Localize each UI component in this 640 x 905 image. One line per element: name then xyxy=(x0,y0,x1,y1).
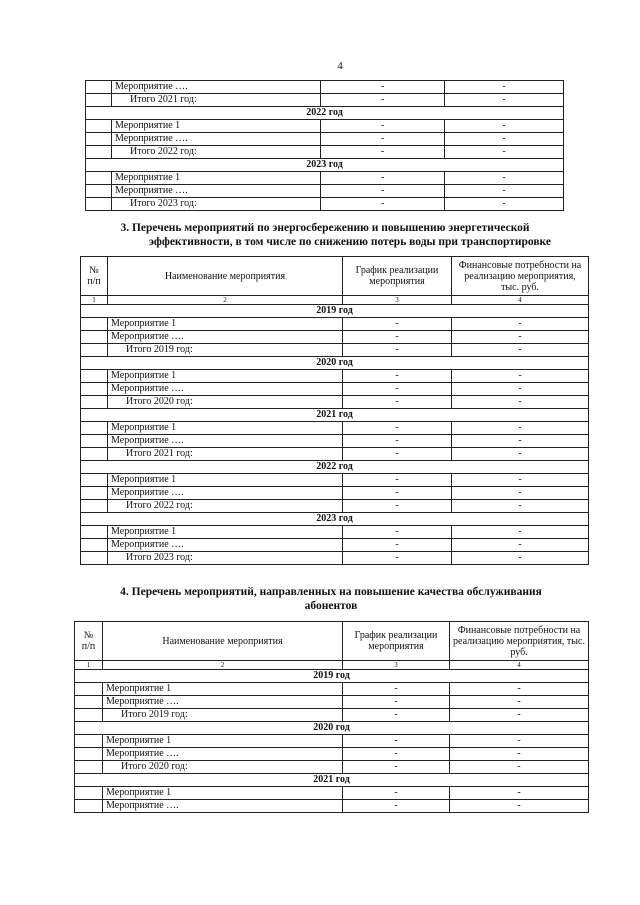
measure-name: Мероприятие …. xyxy=(103,696,343,709)
total-label: Итого 2020 год: xyxy=(108,396,343,409)
finance-cell: - xyxy=(452,539,589,552)
schedule-cell: - xyxy=(343,761,450,774)
total-label: Итого 2020 год: xyxy=(103,761,343,774)
schedule-cell: - xyxy=(343,526,452,539)
measure-name: Мероприятие 1 xyxy=(108,422,343,435)
table-row xyxy=(81,474,589,487)
table-header-row xyxy=(81,257,589,296)
finance-cell: - xyxy=(452,448,589,461)
num-cell xyxy=(81,539,108,552)
total-row xyxy=(86,146,564,159)
table-row xyxy=(86,172,564,185)
total-row xyxy=(81,344,589,357)
measure-name: Мероприятие …. xyxy=(112,81,321,94)
measure-name: Мероприятие 1 xyxy=(108,474,343,487)
table-row xyxy=(81,487,589,500)
finance-cell: - xyxy=(452,435,589,448)
num-cell xyxy=(86,185,112,198)
finance-cell: - xyxy=(450,787,589,800)
schedule-cell: - xyxy=(321,120,445,133)
schedule-cell: - xyxy=(321,198,445,211)
num-cell xyxy=(75,761,103,774)
header-finance: Финансовые потребности на реализацию мероприятия, тыс. руб. xyxy=(452,257,589,296)
table-row xyxy=(86,81,564,94)
section-3-title-line2: эффективности, в том числе по снижению потерь воды при транспортировке xyxy=(149,236,551,248)
total-label: Итого 2023 год: xyxy=(108,552,343,565)
num-cell xyxy=(86,81,112,94)
finance-cell: - xyxy=(450,683,589,696)
total-label: Итого 2022 год: xyxy=(108,500,343,513)
col-number: 4 xyxy=(452,296,589,305)
year-label: 2019 год xyxy=(81,305,589,318)
section-4-title-line1: 4. Перечень мероприятий, направленных на повышение качества обслуживания xyxy=(120,586,542,598)
schedule-cell: - xyxy=(321,172,445,185)
year-label: 2023 год xyxy=(81,513,589,526)
num-cell xyxy=(81,487,108,500)
finance-cell: - xyxy=(452,526,589,539)
table-row xyxy=(81,383,589,396)
measure-name: Мероприятие 1 xyxy=(108,526,343,539)
total-row xyxy=(81,396,589,409)
col-number: 2 xyxy=(103,661,343,670)
num-cell xyxy=(81,331,108,344)
table-row xyxy=(81,331,589,344)
header-num: № п/п xyxy=(81,257,108,296)
year-row xyxy=(81,357,589,370)
total-row xyxy=(81,552,589,565)
year-row xyxy=(81,409,589,422)
num-cell xyxy=(75,800,103,813)
schedule-cell: - xyxy=(343,787,450,800)
table-row xyxy=(75,735,589,748)
measure-name: Мероприятие 1 xyxy=(108,318,343,331)
year-row xyxy=(75,670,589,683)
finance-cell: - xyxy=(450,800,589,813)
year-label: 2022 год xyxy=(86,107,564,120)
year-row xyxy=(81,305,589,318)
num-cell xyxy=(86,120,112,133)
measure-name: Мероприятие 1 xyxy=(103,787,343,800)
finance-cell: - xyxy=(452,474,589,487)
column-number-row xyxy=(81,296,589,305)
table-row xyxy=(75,800,589,813)
finance-cell: - xyxy=(452,318,589,331)
col-number: 2 xyxy=(108,296,343,305)
num-cell xyxy=(81,383,108,396)
year-label: 2022 год xyxy=(81,461,589,474)
year-label: 2021 год xyxy=(75,774,589,787)
col-number: 3 xyxy=(343,661,450,670)
finance-cell: - xyxy=(445,81,564,94)
schedule-cell: - xyxy=(343,474,452,487)
year-row xyxy=(81,461,589,474)
schedule-cell: - xyxy=(343,552,452,565)
finance-cell: - xyxy=(445,185,564,198)
finance-cell: - xyxy=(445,146,564,159)
table-row xyxy=(86,133,564,146)
finance-cell: - xyxy=(450,709,589,722)
measure-name: Мероприятие 1 xyxy=(112,120,321,133)
table-row xyxy=(75,696,589,709)
table-row xyxy=(81,318,589,331)
num-cell xyxy=(81,448,108,461)
year-row xyxy=(81,513,589,526)
finance-cell: - xyxy=(452,383,589,396)
finance-cell: - xyxy=(450,735,589,748)
section-3-table xyxy=(80,256,589,565)
schedule-cell: - xyxy=(321,94,445,107)
num-cell xyxy=(75,696,103,709)
table-row xyxy=(75,787,589,800)
measure-name: Мероприятие 1 xyxy=(103,735,343,748)
year-row xyxy=(86,159,564,172)
schedule-cell: - xyxy=(343,383,452,396)
column-number-row xyxy=(75,661,589,670)
measure-name: Мероприятие 1 xyxy=(108,370,343,383)
num-cell xyxy=(81,396,108,409)
schedule-cell: - xyxy=(343,748,450,761)
schedule-cell: - xyxy=(321,133,445,146)
header-schedule: График реализации мероприятия xyxy=(343,257,452,296)
num-cell xyxy=(81,435,108,448)
schedule-cell: - xyxy=(343,318,452,331)
total-row xyxy=(81,448,589,461)
year-label: 2020 год xyxy=(75,722,589,735)
year-label: 2019 год xyxy=(75,670,589,683)
num-cell xyxy=(75,683,103,696)
table-row xyxy=(75,748,589,761)
measure-name: Мероприятие …. xyxy=(112,133,321,146)
page-number: 4 xyxy=(337,60,343,72)
measure-name: Мероприятие …. xyxy=(108,487,343,500)
measure-name: Мероприятие …. xyxy=(112,185,321,198)
year-row xyxy=(75,774,589,787)
finance-cell: - xyxy=(445,120,564,133)
header-finance: Финансовые потребности на реализацию мероприятия, тыс. руб. xyxy=(450,622,589,661)
schedule-cell: - xyxy=(343,422,452,435)
schedule-cell: - xyxy=(343,696,450,709)
col-number: 3 xyxy=(343,296,452,305)
num-cell xyxy=(86,133,112,146)
num-cell xyxy=(75,748,103,761)
measure-name: Мероприятие …. xyxy=(108,331,343,344)
finance-cell: - xyxy=(450,761,589,774)
num-cell xyxy=(81,422,108,435)
num-cell xyxy=(86,198,112,211)
num-cell xyxy=(81,318,108,331)
num-cell xyxy=(86,94,112,107)
schedule-cell: - xyxy=(343,344,452,357)
schedule-cell: - xyxy=(343,709,450,722)
header-schedule: График реализации мероприятия xyxy=(343,622,450,661)
finance-cell: - xyxy=(452,552,589,565)
schedule-cell: - xyxy=(321,81,445,94)
total-label: Итого 2023 год: xyxy=(112,198,321,211)
finance-cell: - xyxy=(450,748,589,761)
table-row xyxy=(75,683,589,696)
continued-table xyxy=(85,80,564,211)
schedule-cell: - xyxy=(343,800,450,813)
col-number: 1 xyxy=(81,296,108,305)
total-label: Итого 2021 год: xyxy=(112,94,321,107)
table-row xyxy=(86,185,564,198)
num-cell xyxy=(86,172,112,185)
finance-cell: - xyxy=(445,94,564,107)
total-row xyxy=(81,500,589,513)
num-cell xyxy=(75,787,103,800)
finance-cell: - xyxy=(445,198,564,211)
finance-cell: - xyxy=(450,696,589,709)
finance-cell: - xyxy=(452,370,589,383)
header-name: Наименование мероприятия xyxy=(108,257,343,296)
total-label: Итого 2019 год: xyxy=(108,344,343,357)
header-name: Наименование мероприятия xyxy=(103,622,343,661)
measure-name: Мероприятие …. xyxy=(108,435,343,448)
schedule-cell: - xyxy=(343,500,452,513)
schedule-cell: - xyxy=(343,396,452,409)
finance-cell: - xyxy=(452,396,589,409)
finance-cell: - xyxy=(445,172,564,185)
finance-cell: - xyxy=(452,331,589,344)
year-label: 2021 год xyxy=(81,409,589,422)
total-label: Итого 2019 год: xyxy=(103,709,343,722)
table-row xyxy=(81,435,589,448)
measure-name: Мероприятие 1 xyxy=(103,683,343,696)
section-4-title-line2: абонентов xyxy=(304,600,358,612)
table-row xyxy=(81,370,589,383)
finance-cell: - xyxy=(452,500,589,513)
total-row xyxy=(75,761,589,774)
total-row xyxy=(86,198,564,211)
table-row xyxy=(81,539,589,552)
table-row xyxy=(81,422,589,435)
schedule-cell: - xyxy=(343,487,452,500)
num-cell xyxy=(81,474,108,487)
num-cell xyxy=(75,709,103,722)
table-row xyxy=(81,526,589,539)
finance-cell: - xyxy=(452,344,589,357)
schedule-cell: - xyxy=(321,146,445,159)
table-header-row xyxy=(75,622,589,661)
schedule-cell: - xyxy=(343,735,450,748)
num-cell xyxy=(81,552,108,565)
num-cell xyxy=(81,344,108,357)
measure-name: Мероприятие …. xyxy=(103,748,343,761)
measure-name: Мероприятие …. xyxy=(108,539,343,552)
total-row xyxy=(86,94,564,107)
num-cell xyxy=(86,146,112,159)
year-label: 2023 год xyxy=(86,159,564,172)
schedule-cell: - xyxy=(343,435,452,448)
finance-cell: - xyxy=(452,487,589,500)
measure-name: Мероприятие …. xyxy=(103,800,343,813)
num-cell xyxy=(81,500,108,513)
total-label: Итого 2021 год: xyxy=(108,448,343,461)
year-row xyxy=(86,107,564,120)
section-4-title xyxy=(76,585,586,613)
finance-cell: - xyxy=(445,133,564,146)
num-cell xyxy=(81,370,108,383)
measure-name: Мероприятие …. xyxy=(108,383,343,396)
header-num: № п/п xyxy=(75,622,103,661)
num-cell xyxy=(81,526,108,539)
schedule-cell: - xyxy=(343,683,450,696)
year-label: 2020 год xyxy=(81,357,589,370)
col-number: 1 xyxy=(75,661,103,670)
schedule-cell: - xyxy=(343,448,452,461)
total-label: Итого 2022 год: xyxy=(112,146,321,159)
section-4-table xyxy=(74,621,589,813)
schedule-cell: - xyxy=(343,370,452,383)
schedule-cell: - xyxy=(321,185,445,198)
section-3-title xyxy=(80,221,570,249)
schedule-cell: - xyxy=(343,331,452,344)
finance-cell: - xyxy=(452,422,589,435)
table-row xyxy=(86,120,564,133)
measure-name: Мероприятие 1 xyxy=(112,172,321,185)
num-cell xyxy=(75,735,103,748)
total-row xyxy=(75,709,589,722)
col-number: 4 xyxy=(450,661,589,670)
schedule-cell: - xyxy=(343,539,452,552)
section-3-title-line1: 3. Перечень мероприятий по энергосбережению и повышению энергетической xyxy=(120,222,530,234)
year-row xyxy=(75,722,589,735)
